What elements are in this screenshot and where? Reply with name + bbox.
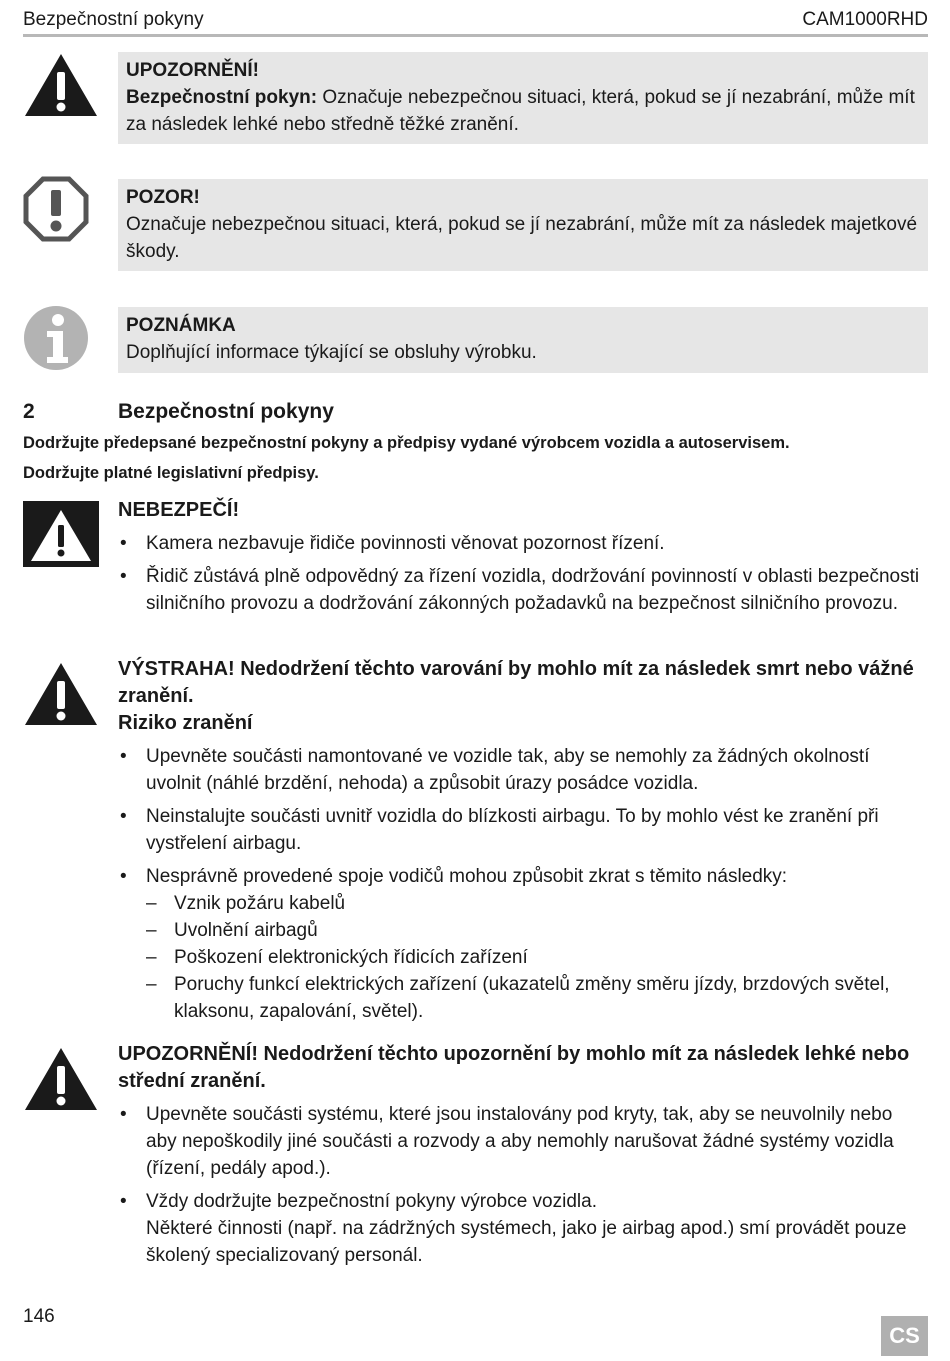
- danger-item: • Řidič zůstává plně odpovědný za řízení vozidla, dodržování povinností v oblasti bezpečnosti silničního provozu a dodržování zákonných požadavků na bezpečnost silničního provozu.: [118, 563, 928, 617]
- info-note-text: Doplňující informace týkající se obsluhy výrobku.: [126, 342, 537, 363]
- caution-note-lead: Bezpečnostní pokyn:: [126, 87, 318, 108]
- caution-item-text: • Vždy dodržujte bezpečnostní pokyny výrobce vozidla.: [146, 1191, 597, 1212]
- page-number: 146: [23, 1306, 55, 1327]
- intro-line-1: Dodržujte předepsané bezpečnostní pokyny a předpisy vydané výrobcem vozidla a autoservisem.: [23, 434, 790, 452]
- warning-item: • Neinstalujte součásti uvnitř vozidla do blízkosti airbagu. To by mohlo vést ke zranění při vystřelení airbagu.: [118, 803, 928, 857]
- warning-item-text: Nesprávně provedené spoje vodičů mohou způsobit zkrat s těmito následky:: [146, 866, 788, 887]
- warning-block: [118, 656, 928, 1025]
- danger-list: [118, 530, 928, 617]
- warning-title: VÝSTRAHA! Nedodržení těchto varování by mohlo mít za následek smrt nebo vážné zranění.: [118, 658, 914, 707]
- intro-line-2: Dodržujte platné legislativní předpisy.: [23, 464, 319, 482]
- notice-note-text: Označuje nebezpečnou situaci, která, pokud se jí nezabrání, může mít za následek majetkové škody.: [126, 214, 918, 262]
- warning-subitem: – Vznik požáru kabelů: [146, 890, 928, 917]
- section-number: 2: [23, 400, 35, 423]
- caution-note: [118, 52, 928, 144]
- warning-subitem: – Poškození elektronických řídicích zařízení: [146, 944, 928, 971]
- warning-triangle-icon: [23, 52, 99, 118]
- warning-subtitle: Riziko zranění: [118, 712, 253, 734]
- warning-triangle-icon: [23, 661, 99, 727]
- info-icon: [23, 305, 89, 371]
- caution-item: [118, 1188, 928, 1269]
- caution-note-text: Označuje nebezpečnou situaci, která, pokud se jí nezabrání, může mít za následek lehké nebo středně těžké zranění.: [126, 87, 915, 135]
- warning-item: [118, 863, 928, 1025]
- header-section: Bezpečnostní pokyny: [23, 9, 204, 30]
- info-note: [118, 307, 928, 373]
- language-tag: CS: [881, 1316, 928, 1356]
- header-model: CAM1000RHD: [802, 9, 928, 30]
- caution-title: UPOZORNĚNÍ! Nedodržení těchto upozornění by mohlo mít za následek lehké nebo střední zranění.: [118, 1043, 910, 1092]
- warning-sublist: [146, 890, 928, 1025]
- caution-note-title: UPOZORNĚNÍ!: [126, 60, 259, 81]
- warning-subitem: – Poruchy funkcí elektrických zařízení (ukazatelů změny směru jízdy, brzdových světel, klaksonu, zapalování, světel).: [146, 971, 928, 1025]
- octagon-exclamation-icon: [23, 176, 89, 242]
- notice-note-title: POZOR!: [126, 187, 200, 208]
- caution-item: • Upevněte součásti systému, které jsou instalovány pod kryty, tak, aby se neuvolnily nebo aby nepoškodily jiné součásti a rozvody a aby nemohly narušovat žádné systémy vozidla (řízení, pedály apod.).: [118, 1101, 928, 1182]
- section-heading: [23, 400, 334, 424]
- danger-triangle-icon: [23, 501, 99, 567]
- danger-block: [118, 497, 928, 617]
- caution-list: [118, 1101, 928, 1269]
- warning-subitem: – Uvolnění airbagů: [146, 917, 928, 944]
- warning-item: • Upevněte součásti namontované ve vozidle tak, aby se nemohly za žádných okolností uvolnit (náhlé brzdění, nehoda) a způsobit úrazy posádce vozidla.: [118, 743, 928, 797]
- notice-note: [118, 179, 928, 271]
- warning-list: [118, 743, 928, 1025]
- page-header: [23, 6, 928, 37]
- section-title: Bezpečnostní pokyny: [118, 400, 334, 423]
- danger-item: • Kamera nezbavuje řidiče povinnosti věnovat pozornost řízení.: [118, 530, 928, 557]
- warning-triangle-icon: [23, 1046, 99, 1112]
- danger-title: NEBEZPEČÍ!: [118, 499, 240, 521]
- caution-item-note: Některé činnosti (např. na zádržných systémech, jako je airbag apod.) smí provádět pouze školený specializovaný personál.: [146, 1218, 907, 1266]
- caution-block: [118, 1041, 928, 1269]
- info-note-title: POZNÁMKA: [126, 315, 236, 336]
